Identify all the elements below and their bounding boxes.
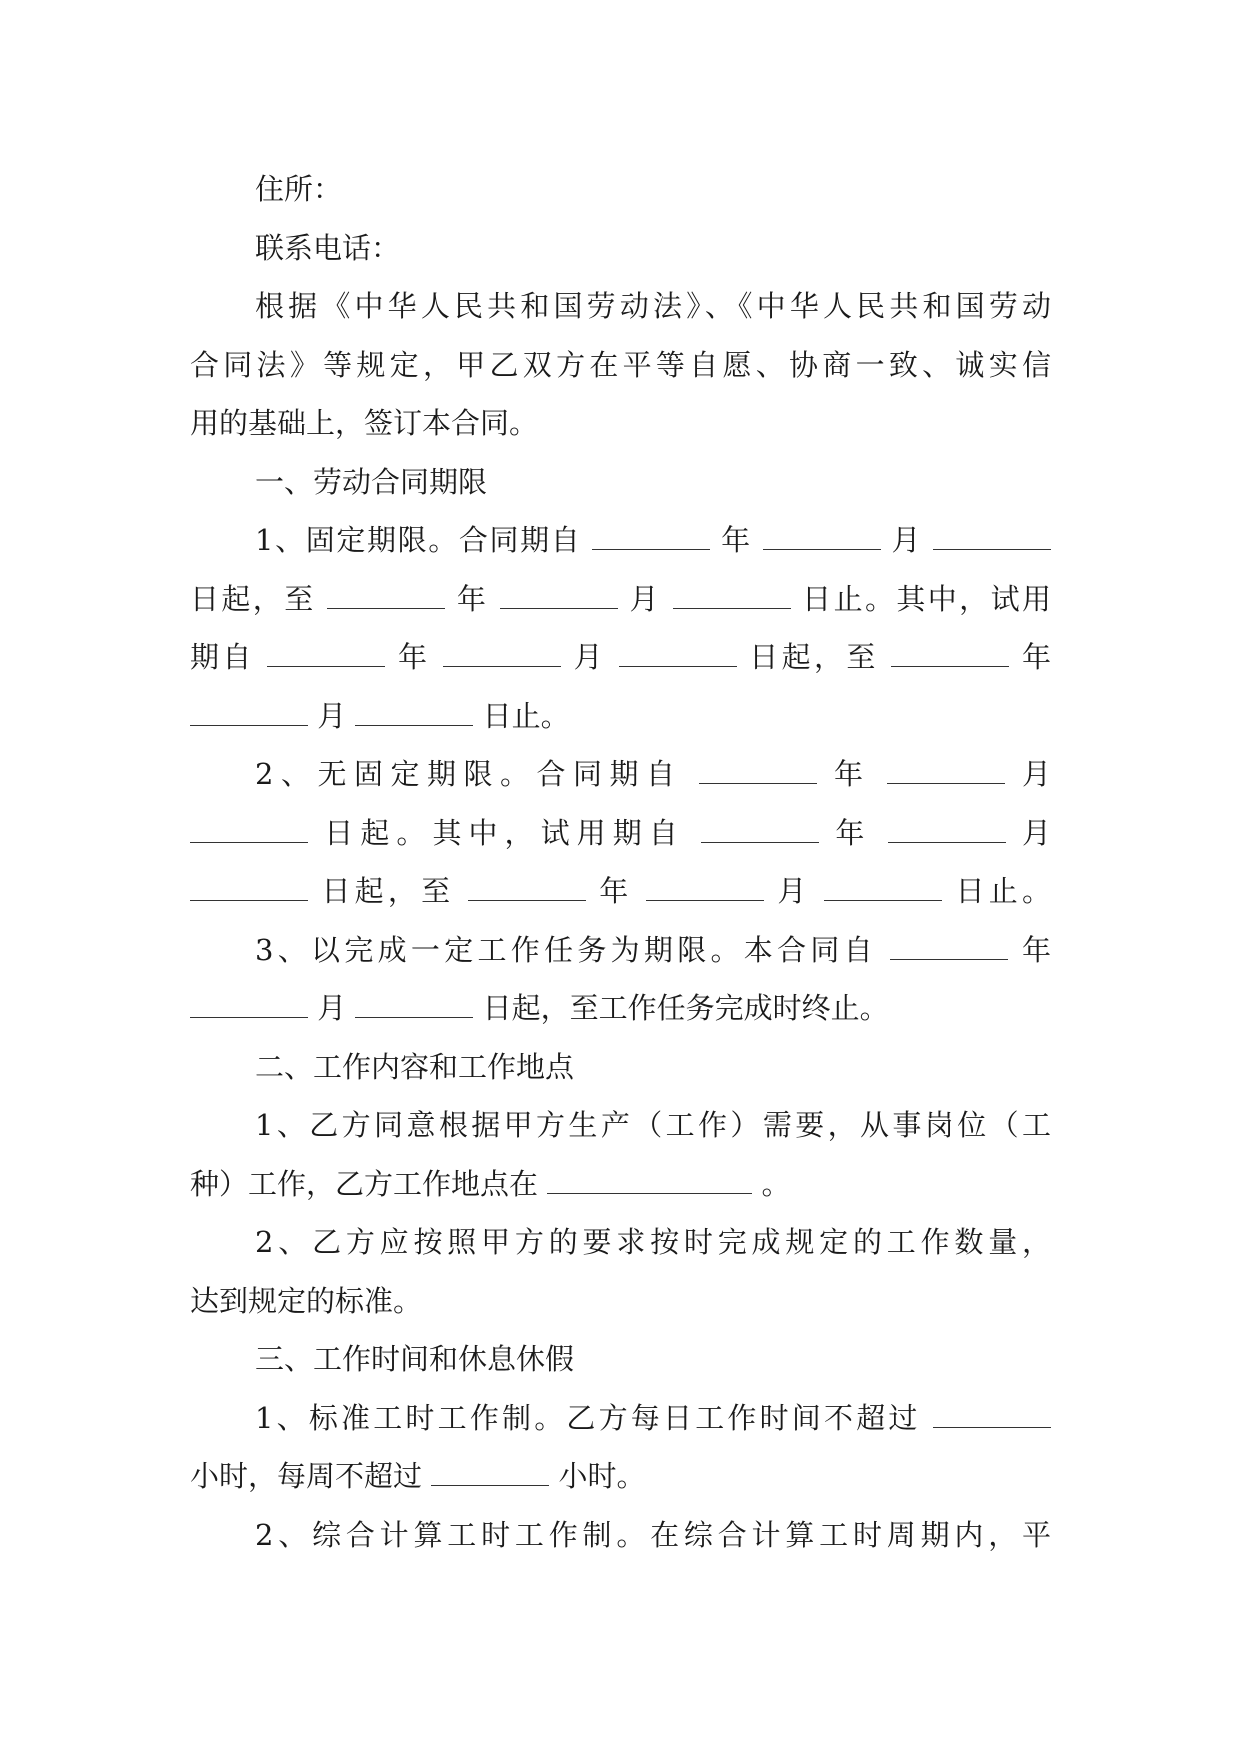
document-line — [190, 511, 1051, 570]
line-text: 日起，至 — [190, 581, 316, 616]
line-text: 月 — [573, 640, 606, 674]
fill-in-blank[interactable] — [190, 820, 308, 843]
line-text: 日起，至工作任务完成时终止。 — [482, 991, 889, 1025]
fill-in-blank[interactable] — [267, 644, 385, 667]
line-text: 日止。其中，试用 — [802, 581, 1051, 616]
line-text: 用的基础上，签订本合同。 — [190, 406, 539, 440]
line-text: 联系电话： — [255, 230, 401, 265]
line-text: 3、以完成一定工作任务为期限。本合同自 — [255, 932, 877, 967]
line-text: 月 — [317, 991, 347, 1025]
line-text: 年 — [1022, 932, 1051, 967]
line-text: 月 — [1022, 757, 1051, 791]
document-line — [190, 862, 1051, 921]
line-text: 月 — [777, 874, 811, 908]
document-line — [190, 336, 1051, 395]
document-line — [190, 1038, 1051, 1097]
document-line — [190, 1389, 1051, 1448]
document-line — [190, 1330, 1051, 1389]
line-text: 二、工作内容和工作地点 — [255, 1049, 575, 1084]
line-text: 三、工作时间和休息休假 — [255, 1342, 575, 1376]
fill-in-blank[interactable] — [431, 1463, 549, 1486]
line-text: 1、标准工时工作制。乙方每日工作时间不超过 — [255, 1400, 921, 1435]
line-text: 日止。 — [955, 874, 1051, 908]
document-line — [190, 1155, 1051, 1214]
line-text: 日起，至 — [749, 640, 879, 674]
document-line — [190, 570, 1051, 629]
document-line — [190, 219, 1051, 278]
line-text: 达到规定的标准。 — [190, 1283, 423, 1318]
document-line — [190, 394, 1051, 453]
line-text: 日起，至 — [321, 874, 455, 908]
line-text: 月 — [629, 581, 661, 616]
fill-in-blank[interactable] — [933, 1405, 1051, 1428]
line-text: 年 — [721, 523, 752, 557]
fill-in-blank[interactable] — [888, 820, 1006, 843]
fill-in-blank[interactable] — [355, 703, 473, 726]
document-line — [190, 804, 1051, 863]
line-text: 日起。其中，试用期自 — [324, 815, 685, 850]
line-text: 2、乙方应按照甲方的要求按时完成规定的工作数量， — [255, 1225, 1051, 1259]
fill-in-blank[interactable] — [619, 644, 737, 667]
document-line — [190, 1213, 1051, 1272]
document-line — [190, 1096, 1051, 1155]
fill-in-blank[interactable] — [443, 644, 561, 667]
document-line — [190, 687, 1051, 746]
line-text: 年 — [834, 757, 871, 791]
line-text: 2、无固定期限。合同期自 — [255, 757, 683, 791]
document-page — [190, 160, 1051, 1564]
line-text: 月 — [891, 523, 923, 557]
fill-in-blank[interactable] — [547, 1171, 752, 1194]
fill-in-blank[interactable] — [500, 586, 618, 609]
fill-in-blank[interactable] — [824, 878, 942, 901]
fill-in-blank[interactable] — [190, 878, 308, 901]
line-text: 1、固定期限。合同期自 — [255, 523, 582, 557]
line-text: 月 — [1022, 815, 1051, 850]
fill-in-blank[interactable] — [190, 995, 308, 1018]
line-text: 根据《中华人民共和国劳动法》、《中华人民共和国劳动 — [255, 289, 1051, 323]
line-text: 日止。 — [482, 698, 570, 733]
line-text: 小时。 — [558, 1459, 646, 1493]
line-text: 2、综合计算工时工作制。在综合计算工时周期内，平 — [255, 1517, 1051, 1552]
document-line — [190, 979, 1051, 1038]
fill-in-blank[interactable] — [701, 820, 819, 843]
fill-in-blank[interactable] — [763, 527, 881, 550]
document-line — [190, 1447, 1051, 1506]
fill-in-blank[interactable] — [933, 527, 1051, 550]
fill-in-blank[interactable] — [355, 995, 473, 1018]
document-line — [190, 160, 1051, 219]
fill-in-blank[interactable] — [468, 878, 586, 901]
line-text: 一、劳动合同期限 — [255, 464, 488, 499]
document-line — [190, 1506, 1051, 1565]
document-line — [190, 277, 1051, 336]
line-text: 年 — [398, 640, 431, 674]
fill-in-blank[interactable] — [592, 527, 710, 550]
line-text: 。 — [761, 1166, 791, 1201]
line-text: 年 — [599, 874, 633, 908]
fill-in-blank[interactable] — [646, 878, 764, 901]
line-text: 月 — [317, 698, 347, 733]
line-text: 种）工作，乙方工作地点在 — [190, 1166, 539, 1201]
document-line — [190, 745, 1051, 804]
document-line — [190, 628, 1051, 687]
document-line — [190, 921, 1051, 980]
fill-in-blank[interactable] — [887, 761, 1005, 784]
fill-in-blank[interactable] — [890, 937, 1008, 960]
line-text: 年 — [835, 815, 872, 850]
line-text: 1、乙方同意根据甲方生产（工作）需要，从事岗位（工 — [255, 1108, 1051, 1142]
fill-in-blank[interactable] — [699, 761, 817, 784]
fill-in-blank[interactable] — [190, 703, 308, 726]
line-text: 年 — [456, 581, 489, 616]
document-line — [190, 453, 1051, 512]
fill-in-blank[interactable] — [673, 586, 791, 609]
document-line — [190, 1272, 1051, 1331]
fill-in-blank[interactable] — [891, 644, 1009, 667]
line-text: 合同法》等规定，甲乙双方在平等自愿、协商一致、诚实信 — [190, 347, 1051, 382]
line-text: 住所： — [255, 172, 343, 206]
line-text: 期自 — [190, 640, 255, 674]
fill-in-blank[interactable] — [327, 586, 445, 609]
line-text: 年 — [1021, 640, 1051, 674]
line-text: 小时，每周不超过 — [190, 1459, 423, 1493]
